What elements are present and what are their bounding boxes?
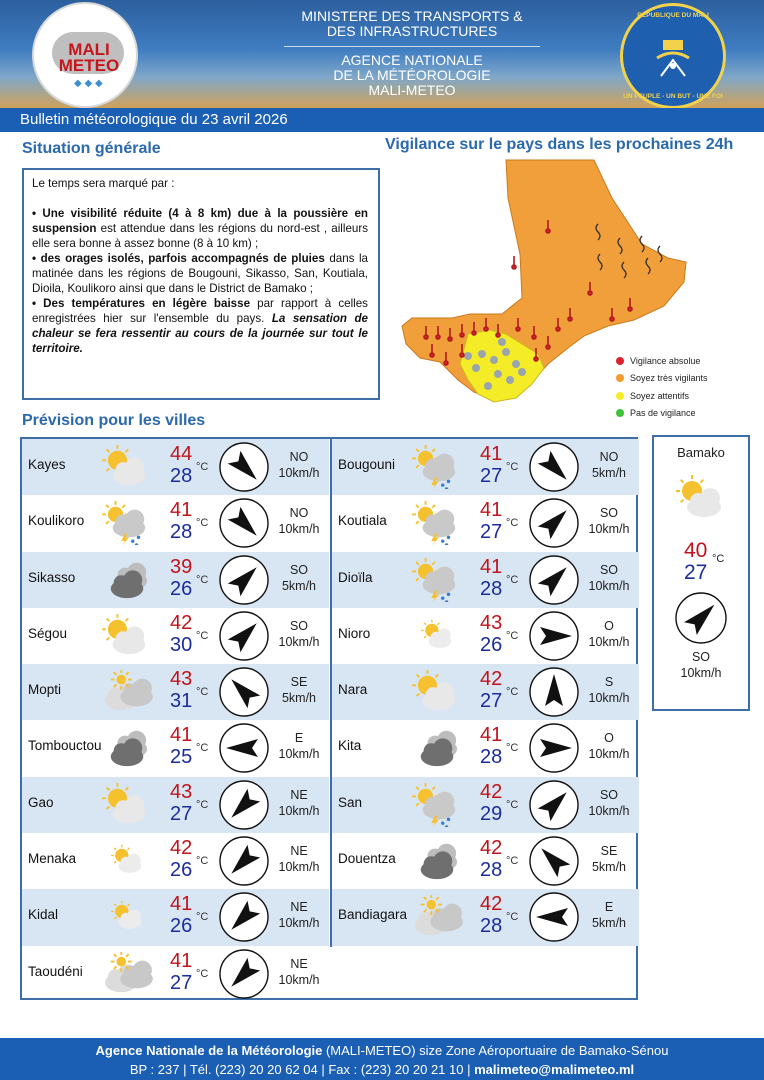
agency-line2: DE LA MÉTÉOROLOGIE — [333, 67, 491, 83]
max-temp: 41 — [170, 724, 193, 747]
small-sun-cloud-icon — [100, 895, 154, 939]
wind-direction-icon — [218, 610, 270, 662]
wind-direction-icon — [218, 666, 270, 718]
wind-info — [270, 618, 328, 650]
city-name: Ségou — [28, 625, 68, 641]
forecast-heading: Prévision pour les villes — [22, 412, 206, 429]
bamako-panel — [652, 435, 750, 711]
max-temp: 43 — [170, 668, 193, 691]
wind-direction-icon — [528, 610, 580, 662]
storm-icon — [100, 501, 154, 545]
deg-unit: °C — [196, 686, 209, 699]
legend-item — [616, 352, 708, 370]
wind-dir: O — [604, 618, 614, 633]
wind-direction-icon — [218, 441, 270, 493]
deg-unit: °C — [506, 517, 519, 530]
situation-box — [22, 168, 380, 400]
city-name: Taoudéni — [28, 963, 83, 979]
city-name: Bandiagara — [338, 907, 408, 923]
city-name: Mopti — [28, 682, 62, 698]
min-temp: 26 — [170, 577, 193, 600]
forecast-row — [332, 664, 639, 720]
mali-meteo-logo — [32, 2, 138, 108]
sun-cloud-icon — [100, 445, 154, 489]
item1-text: est attendue dans les régions du nord-est , ailleurs elle sera bonne à assez bonne (8 à 10 km) ; — [32, 222, 368, 250]
wind-direction-icon — [528, 666, 580, 718]
min-temp: 27 — [170, 971, 193, 994]
deg-unit: °C — [506, 742, 519, 755]
max-temp: 42 — [480, 893, 503, 916]
forecast-row — [332, 608, 639, 664]
deg-unit: °C — [196, 629, 209, 642]
header-divider — [284, 46, 540, 47]
forecast-row — [22, 777, 329, 833]
forecast-row — [22, 664, 329, 720]
deg-unit: °C — [196, 855, 209, 868]
item3-italic: La sensation de chaleur se fera ressentir au cours de la journée sur tout le territoire. — [32, 312, 369, 355]
wind-dir: SO — [599, 787, 619, 802]
forecast-table — [20, 437, 638, 1000]
deg-unit: °C — [196, 742, 209, 755]
wind-speed: 10km/h — [588, 522, 630, 537]
wind-info — [270, 674, 328, 706]
wind-speed: 10km/h — [278, 634, 320, 649]
footer-line2 — [0, 1060, 764, 1079]
sun-cloud-icon — [100, 614, 154, 658]
wind-dir: NE — [290, 787, 308, 802]
logo-text: MALI METEO — [58, 40, 120, 75]
min-temp: 26 — [170, 859, 193, 882]
forecast-row — [22, 552, 329, 608]
forecast-row — [22, 495, 329, 551]
footer-address: (MALI-METEO) size Zone Aéroportuaire de Bamako-Sénou — [322, 1043, 669, 1058]
wind-speed: 10km/h — [278, 972, 320, 987]
wind-direction-icon — [218, 497, 270, 549]
legend-dot-icon — [616, 374, 624, 382]
min-temp: 27 — [170, 802, 193, 825]
item2-text: dans la matinée dans les régions de Bougouni, Sikasso, San, Koutiala, Dioila, Koulikoro ainsi que dans le District de Bamako ; — [32, 252, 369, 295]
ministry-line2: DES INFRASTRUCTURES — [326, 23, 498, 39]
max-temp: 41 — [480, 555, 503, 578]
item3-bold: • Des températures en légère baisse — [32, 297, 251, 310]
wind-info — [580, 505, 638, 537]
forecast-row — [22, 608, 329, 664]
agency-title — [282, 53, 542, 98]
legend-label: Soyez très vigilants — [630, 373, 708, 384]
situation-item-3 — [32, 296, 368, 356]
wind-speed: 5km/h — [591, 860, 627, 875]
max-temp: 42 — [480, 837, 503, 860]
deg-unit: °C — [506, 573, 519, 586]
city-name: Sikasso — [28, 569, 76, 585]
wind-direction-icon — [528, 779, 580, 831]
bamako-max-temp: 40 — [684, 539, 708, 562]
wind-speed: 10km/h — [588, 578, 630, 593]
wind-speed: 10km/h — [278, 522, 320, 537]
republic-seal — [620, 3, 726, 109]
city-name: Douentza — [338, 851, 396, 867]
forecast-row — [332, 495, 639, 551]
wind-direction-icon — [528, 835, 580, 887]
forecast-row — [22, 720, 329, 776]
min-temp: 25 — [170, 746, 193, 769]
city-name: Gao — [28, 794, 54, 810]
deg-unit: °C — [196, 573, 209, 586]
dark-cloud-icon — [410, 839, 464, 883]
vigilance-heading: Vigilance sur le pays dans les prochaines 24h — [385, 136, 734, 153]
max-temp: 42 — [170, 837, 193, 860]
min-temp: 28 — [480, 746, 503, 769]
min-temp: 26 — [480, 633, 503, 656]
wind-dir: SO — [599, 506, 619, 521]
cloudy-icon — [100, 670, 154, 714]
legend-label: Vigilance absolue — [630, 355, 701, 366]
sun-cloud-icon — [100, 783, 154, 827]
max-temp: 42 — [480, 780, 503, 803]
wind-dir: NE — [290, 900, 308, 915]
wind-info — [580, 787, 638, 819]
vigilance-legend — [616, 352, 708, 422]
wind-info — [580, 562, 638, 594]
small-sun-cloud-icon — [410, 614, 464, 658]
bamako-deg-unit: °C — [712, 553, 725, 565]
wind-direction-icon — [218, 722, 270, 774]
dark-cloud-icon — [410, 726, 464, 770]
header-banner — [0, 0, 764, 110]
bamako-wind-speed: 10km/h — [680, 666, 722, 680]
ministry-title — [282, 9, 542, 39]
deg-unit: °C — [196, 461, 209, 473]
wind-direction-icon — [218, 891, 270, 943]
forecast-row — [332, 833, 639, 889]
wind-info — [270, 899, 328, 931]
wind-dir: NE — [290, 844, 308, 859]
seal-bottom-text: UN PEUPLE - UN BUT - UNE FOI — [623, 93, 723, 100]
forecast-row — [332, 889, 639, 945]
wind-info — [270, 787, 328, 819]
city-name: Nara — [338, 682, 368, 698]
cloudy-icon — [100, 952, 154, 996]
wind-info — [580, 730, 638, 762]
agency-line3: MALI-METEO — [368, 82, 456, 98]
wind-info — [580, 618, 638, 650]
legend-dot-icon — [616, 409, 624, 417]
wind-info — [270, 562, 328, 594]
footer-agency: Agence Nationale de la Météorologie — [95, 1043, 323, 1058]
wind-dir: SE — [600, 844, 618, 859]
deg-unit: °C — [506, 911, 519, 924]
deg-unit: °C — [506, 686, 519, 699]
forecast-row — [22, 439, 329, 495]
max-temp: 41 — [170, 949, 193, 972]
item2-bold: • des orages isolés, parfois accompagnés de pluies — [32, 252, 325, 265]
emblem-icon — [653, 36, 693, 80]
wind-direction-icon — [218, 554, 270, 606]
legend-label: Soyez attentifs — [630, 390, 690, 401]
situation-item-1 — [32, 206, 368, 251]
wind-speed: 10km/h — [278, 803, 320, 818]
dark-cloud-icon — [100, 726, 154, 770]
min-temp: 28 — [480, 859, 503, 882]
deg-unit: °C — [196, 911, 209, 924]
city-name: Kidal — [28, 907, 59, 923]
seal-top-text: REPUBLIQUE DU MALI — [637, 12, 709, 19]
min-temp: 30 — [170, 633, 193, 656]
max-temp: 43 — [480, 611, 503, 634]
legend-dot-icon — [616, 357, 624, 365]
max-temp: 41 — [480, 724, 503, 747]
footer-contact: BP : 237 | Tél. (223) 20 20 62 04 | Fax : (223) 20 20 21 10 | — [129, 1062, 475, 1077]
wind-direction-icon — [528, 722, 580, 774]
legend-item — [616, 387, 708, 405]
legend-item — [616, 405, 708, 423]
wind-speed: 10km/h — [588, 634, 630, 649]
footer — [0, 1038, 764, 1080]
deg-unit: °C — [196, 517, 209, 530]
wind-speed: 10km/h — [588, 747, 630, 762]
rain-drops-icon: ◆ ◆ ◆ — [74, 78, 103, 89]
wind-dir: NE — [290, 956, 308, 971]
deg-unit: °C — [506, 798, 519, 811]
wind-speed: 5km/h — [591, 466, 627, 480]
forecast-row — [22, 889, 329, 945]
wind-speed: 10km/h — [278, 747, 320, 762]
item3-text: par rapport à celles enregistrées hier sur l'ensemble du pays. — [32, 297, 368, 325]
wind-dir: SO — [599, 562, 619, 577]
wind-speed: 10km/h — [278, 916, 320, 931]
wind-speed: 10km/h — [278, 860, 320, 875]
bulletin-bar — [0, 108, 764, 132]
wind-info — [270, 505, 328, 537]
forecast-column-right — [332, 439, 639, 946]
min-temp: 28 — [170, 521, 193, 544]
ministry-line1: MINISTERE DES TRANSPORTS & — [301, 8, 523, 24]
footer-line1 — [0, 1041, 764, 1060]
legend-item — [616, 370, 708, 388]
min-temp: 28 — [170, 465, 193, 487]
wind-speed: 5km/h — [591, 916, 627, 931]
dark-cloud-icon — [100, 558, 154, 602]
wind-info — [270, 449, 328, 481]
situation-item-2 — [32, 251, 368, 296]
min-temp: 28 — [480, 577, 503, 600]
min-temp: 27 — [480, 521, 503, 544]
situation-intro: Le temps sera marqué par : — [32, 177, 175, 190]
forecast-row — [332, 439, 639, 495]
forecast-row — [332, 552, 639, 608]
storm-icon — [410, 783, 464, 827]
wind-direction-icon — [218, 835, 270, 887]
wind-dir: NO — [289, 450, 309, 464]
wind-speed: 5km/h — [281, 578, 317, 593]
wind-info — [580, 449, 638, 481]
max-temp: 42 — [480, 668, 503, 691]
wind-info — [270, 956, 328, 988]
city-name: Dioïla — [338, 569, 373, 585]
bamako-wind-dir: SO — [691, 650, 711, 664]
wind-direction-icon — [528, 891, 580, 943]
city-name: Koulikoro — [28, 513, 85, 529]
cloudy-icon — [410, 895, 464, 939]
min-temp: 29 — [480, 802, 503, 825]
bamako-weather-icon — [674, 475, 730, 521]
city-name: San — [338, 794, 363, 810]
min-temp: 31 — [170, 690, 193, 713]
max-temp: 41 — [170, 893, 193, 916]
wind-direction-icon — [528, 441, 580, 493]
bamako-wind-direction-icon — [674, 591, 728, 645]
wind-direction-icon — [218, 948, 270, 1000]
storm-icon — [410, 501, 464, 545]
city-name: Tombouctou — [28, 738, 102, 754]
city-name: Kayes — [28, 457, 66, 472]
wind-dir: NO — [289, 506, 309, 521]
wind-speed: 5km/h — [281, 691, 317, 706]
deg-unit: °C — [506, 855, 519, 868]
agency-line1: AGENCE NATIONALE — [341, 52, 483, 68]
deg-unit: °C — [196, 967, 209, 980]
max-temp: 41 — [480, 499, 503, 522]
wind-info — [270, 730, 328, 762]
footer-email-link[interactable]: malimeteo@malimeteo.ml — [474, 1062, 635, 1077]
deg-unit: °C — [506, 629, 519, 642]
min-temp: 27 — [480, 465, 503, 487]
city-name: Nioro — [338, 625, 371, 641]
wind-dir: E — [604, 900, 614, 915]
wind-dir: E — [294, 731, 304, 746]
max-temp: 41 — [170, 499, 193, 522]
max-temp: 42 — [170, 611, 193, 634]
wind-speed: 10km/h — [588, 803, 630, 818]
deg-unit: °C — [506, 461, 519, 473]
bamako-wind — [654, 649, 748, 681]
wind-dir: SO — [289, 618, 309, 633]
small-sun-cloud-icon — [100, 839, 154, 883]
forecast-column-left — [22, 439, 329, 1002]
max-temp: 44 — [170, 443, 193, 465]
deg-unit: °C — [196, 798, 209, 811]
wind-info — [580, 843, 638, 875]
bamako-city: Bamako — [677, 445, 725, 460]
wind-direction-icon — [218, 779, 270, 831]
wind-info — [270, 843, 328, 875]
city-name: Bougouni — [338, 457, 396, 472]
forecast-row — [332, 777, 639, 833]
city-name: Menaka — [28, 851, 77, 867]
city-name: Koutiala — [338, 513, 387, 529]
forecast-row — [22, 833, 329, 889]
wind-dir: SE — [290, 675, 308, 690]
storm-icon — [410, 445, 464, 489]
sun-cloud-icon — [410, 670, 464, 714]
bulletin-title: Bulletin météorologique du 23 avril 2026 — [20, 111, 288, 128]
item1-bold: • Une visibilité réduite (4 à 8 km) due à la poussière en suspension — [32, 207, 368, 235]
legend-label: Pas de vigilance — [630, 408, 696, 419]
wind-info — [580, 674, 638, 706]
situation-heading: Situation générale — [22, 140, 161, 157]
storm-icon — [410, 558, 464, 602]
wind-dir: SO — [289, 562, 309, 577]
forecast-row — [332, 720, 639, 776]
forecast-row — [22, 946, 329, 1002]
max-temp: 41 — [480, 443, 503, 465]
wind-dir: NO — [599, 450, 619, 464]
wind-speed: 10km/h — [278, 466, 320, 480]
city-name: Kita — [338, 738, 362, 754]
wind-dir: S — [604, 675, 614, 690]
wind-info — [580, 899, 638, 931]
min-temp: 27 — [480, 690, 503, 713]
wind-direction-icon — [528, 497, 580, 549]
max-temp: 43 — [170, 780, 193, 803]
bamako-min-temp: 27 — [684, 561, 708, 584]
min-temp: 28 — [480, 915, 503, 938]
min-temp: 26 — [170, 915, 193, 938]
wind-speed: 10km/h — [588, 691, 630, 706]
wind-direction-icon — [528, 554, 580, 606]
legend-dot-icon — [616, 392, 624, 400]
max-temp: 39 — [170, 555, 193, 578]
wind-dir: O — [604, 731, 614, 746]
